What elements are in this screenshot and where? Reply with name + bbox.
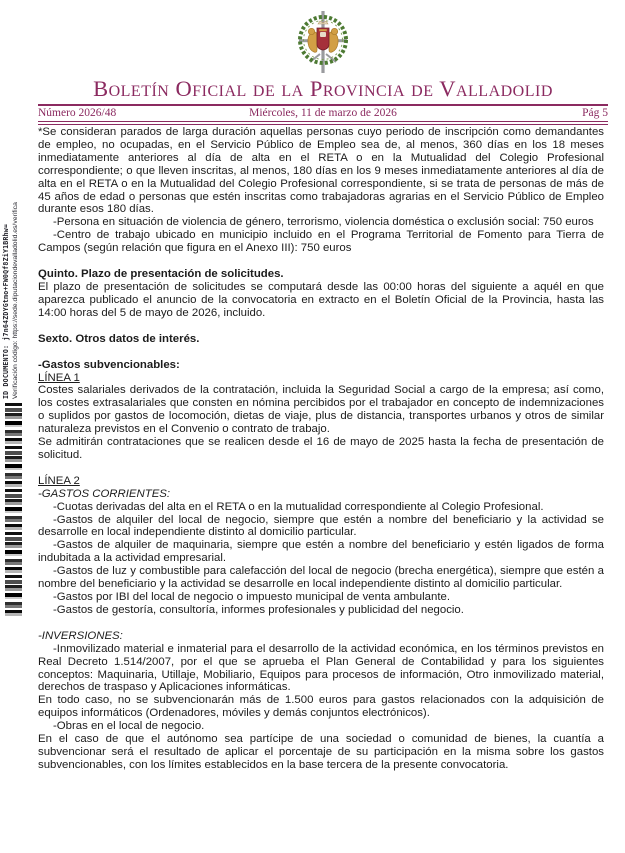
header-rule bbox=[38, 104, 608, 106]
paragraph: *Se consideran parados de larga duración aquellas personas cuyo periodo de inscripción como demandantes de empleo, no ocupadas, en el Servicio Público de Empleo sea de, al menos, 360 días en los 18 meses inmediatamente anteriores al día de alta en el RETA o en la Mutualidad del Colegio Profesional correspondiente; o que lleven inscritas, al menos, 180 días en los 9 meses inmediatamente anteriores al día de alta en el RETA o en la Mutualidad del Colegio Profesional correspondiente, si se trata de personas de más de 45 años de edad o personas que estén inscritas como trabajadoras agrarias en el Servicio Público de Empleo durante esos 180 días. bbox=[38, 126, 604, 216]
page-header bbox=[38, 10, 608, 125]
paragraph: El plazo de presentación de solicitudes se computará desde las 00:00 horas del siguiente a aquél en que aparezca publicado el anuncio de la convocatoria en extracto en el Boletín Oficial de la Provincia, hasta las 14:00 horas del 5 de mayo de 2026, incluido. bbox=[38, 280, 604, 319]
bulletin-title: Boletín Oficial de la Provincia de Valladolid bbox=[93, 76, 553, 101]
paragraph: -Gastos por IBI del local de negocio o impuesto municipal de venta ambulante. bbox=[53, 591, 451, 603]
section-heading: -Gastos subvencionables: bbox=[38, 358, 180, 371]
paragraph: LÍNEA 1 bbox=[38, 371, 80, 384]
paragraph: -Gastos de alquiler de maquinaria, siempre que estén a nombre del beneficiario y estén ligados de forma indubitada a la actividad empresarial. bbox=[38, 539, 604, 565]
paragraph: -Persona en situación de violencia de género, terrorismo, violencia doméstica o exclusión social: 750 euros bbox=[53, 216, 594, 229]
section-heading: Sexto. Otros datos de interés. bbox=[38, 332, 200, 345]
document-body bbox=[38, 126, 604, 772]
paragraph: Costes salariales derivados de la contratación, incluida la Seguridad Social a cargo de la empresa; así como, los costes extrasalariales que consten en nómina percibidos por el trabajador en concepto de indemnizaciones o suplidos por gastos de locomoción, dietas de viaje, plus de distancia, transportes urbanos y otros de similar naturaleza previstos en el Convenio o contrato de trabajo. bbox=[38, 384, 604, 436]
paragraph: -Gastos de luz y combustible para calefacción del local de negocio (brecha energética), siempre que estén a nombre del beneficiario y la actividad se desarrolle en local independiente distinto al domicilio particular. bbox=[38, 565, 604, 591]
header-meta-row bbox=[38, 107, 608, 119]
section-heading: Quinto. Plazo de presentación de solicitudes. bbox=[38, 268, 284, 281]
paragraph: -Inmovilizado material e inmaterial para el desarrollo de la actividad económica, en los términos previstos en Real Decreto 1.514/2007, por el que se aprueba el Plan General de Contabilidad y para los siguientes conceptos: Maquinaria, Utillaje, Mobiliario, Equipos para procesos de información, Otro inmovilizado material, derechos de traspaso y Aplicaciones informáticas. bbox=[38, 642, 604, 694]
paragraph: -GASTOS CORRIENTES: bbox=[38, 487, 171, 500]
paragraph: -Centro de trabajo ubicado en municipio incluido en el Programa Territorial de Fomento para Tierra de Campos (según relación que figura en el Anexo III): 750 euros bbox=[38, 229, 604, 255]
paragraph: -INVERSIONES: bbox=[38, 629, 123, 642]
paragraph: -Obras en el local de negocio. bbox=[53, 720, 205, 733]
paragraph: En todo caso, no se subvencionarán más de 1.500 euros para gastos relacionados con la adquisición de equipos informáticos (Ordenadores, móviles y demás conjuntos electrónicos). bbox=[38, 694, 604, 720]
page-number: Pág 5 bbox=[582, 106, 608, 119]
paragraph: LÍNEA 2 bbox=[38, 474, 80, 487]
verification-url-text: Verificación código: https://sede.diputaciondevalladolid.es/verifica bbox=[12, 202, 19, 399]
paragraph: Se admitirán contrataciones que se realicen desde el 16 de mayo de 2025 hasta la fecha de presentación de solicitud. bbox=[38, 436, 604, 461]
header-double-rule bbox=[38, 121, 608, 126]
paragraph: -Gastos de alquiler del local de negocio, siempre que estén a nombre del beneficiario y la actividad se desarrolle en local independiente distinto al domicilio particular. bbox=[38, 513, 604, 539]
provincial-seal-icon bbox=[38, 10, 608, 76]
paragraph: -Gastos de gestoría, consultoría, informes profesionales y publicidad del negocio. bbox=[53, 603, 464, 616]
paragraph: -Cuotas derivadas del alta en el RETA o en la mutualidad correspondiente al Colegio Profesional. bbox=[53, 500, 544, 513]
issue-date: Miércoles, 11 de marzo de 2026 bbox=[249, 106, 397, 119]
paragraph: En el caso de que el autónomo sea partícipe de una sociedad o comunidad de bienes, la cuantía a subvencionar será el resultado de aplicar el porcentaje de su participación en la misma sobre los gastos subvencionables, con los límites establecidos en la base tercera de la presente convocatoria. bbox=[38, 733, 604, 771]
verification-vertical-text bbox=[2, 127, 20, 399]
verification-strip bbox=[0, 0, 30, 853]
issue-number: Número 2026/48 bbox=[38, 106, 117, 119]
document-id-text: ID DOCUMENTO: j7n64ZDYGtmo+FW0Qf8ZiY1BRhw= bbox=[2, 223, 10, 399]
barcode-icon bbox=[5, 403, 22, 617]
